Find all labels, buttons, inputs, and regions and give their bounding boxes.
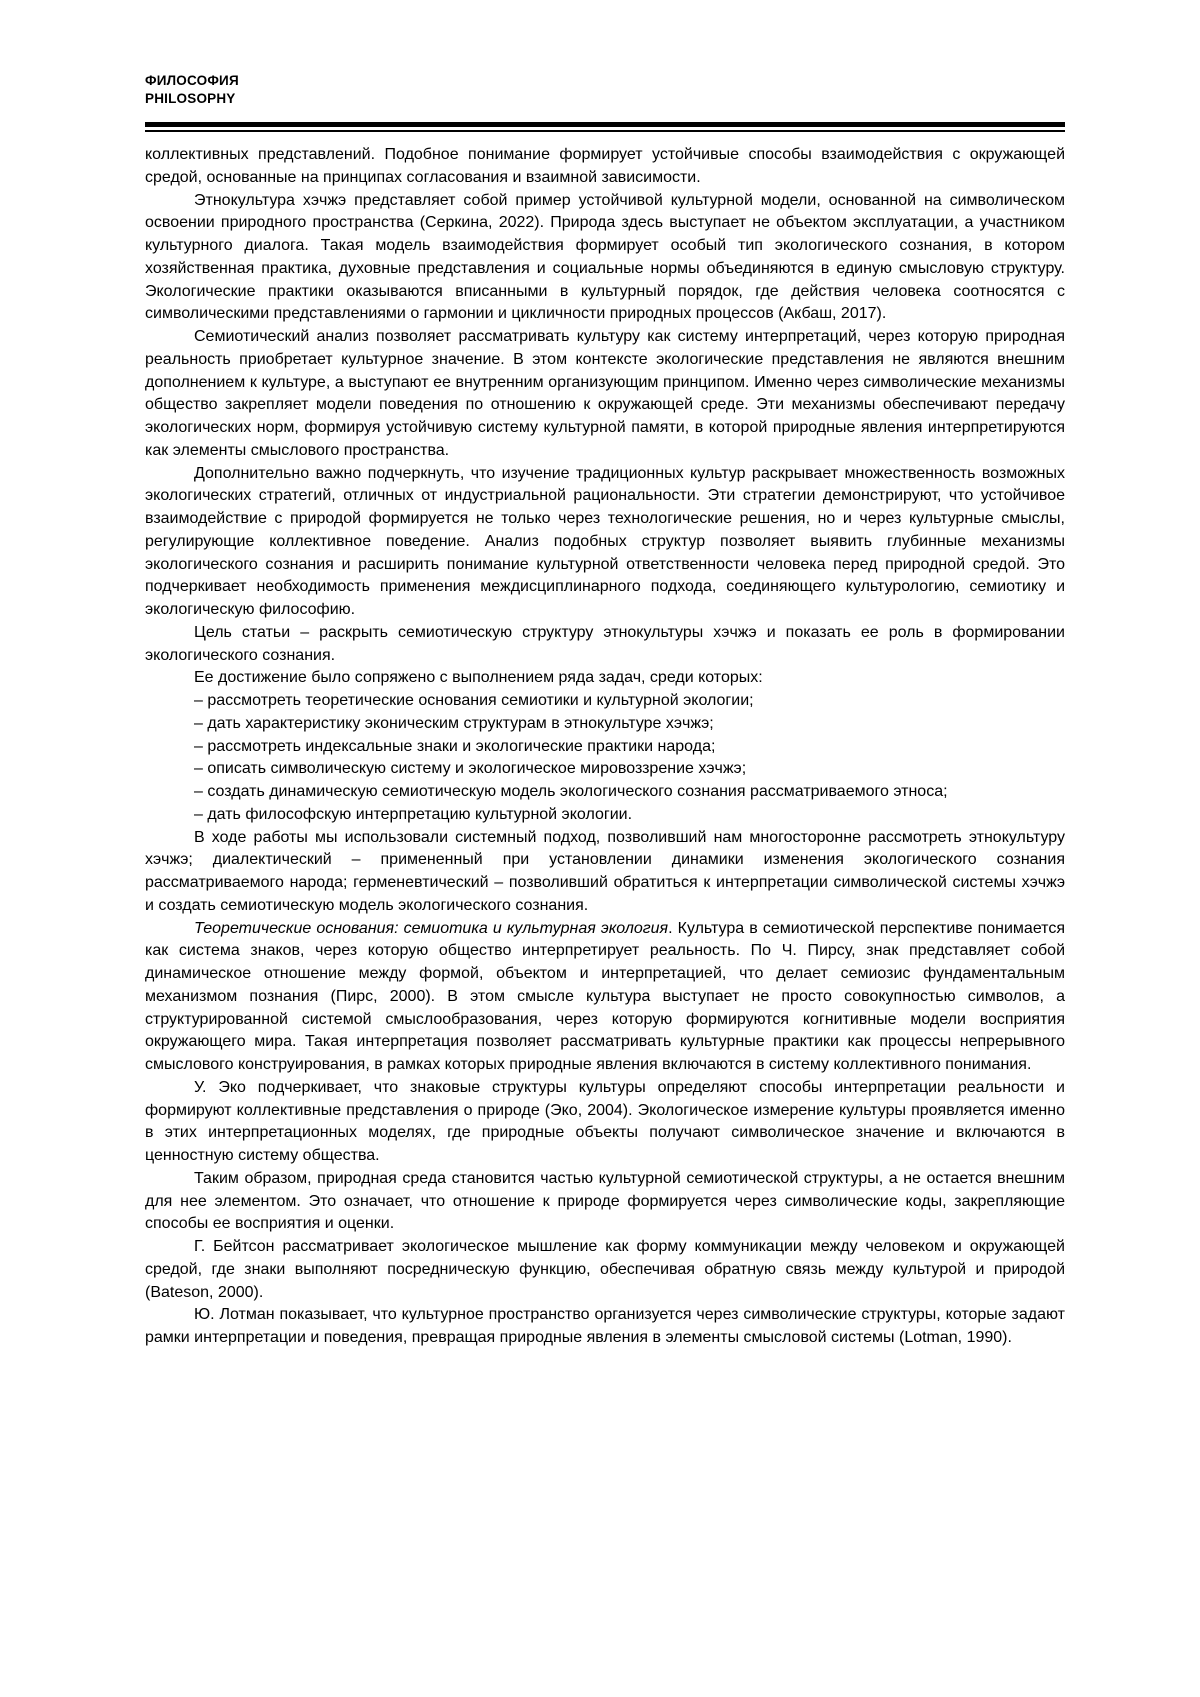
paragraph-tasks-intro: Ее достижение было сопряжено с выполнением ряда задач, среди которых: (194, 669, 763, 687)
task-list-item: – описать символическую систему и экологическое мировоззрение хэчжэ; (194, 760, 747, 778)
paragraph: Дополнительно важно подчеркнуть, что изучение традиционных культур раскрывает множественность возможных экологических стратегий, отличных от индустриальной рациональности. Эти стратегии демонстрируют, что устойчивое взаимодействие с природой формируется не только через технологические решения, но и через культурные смыслы, регулирующие коллективное поведение. Анализ подобных структур позволяет выявить глубинные механизмы экологического сознания и расширить понимание культурной ответственности человека перед природной средой. Это подчеркивает необходимость применения междисциплинарного подхода, соединяющего культурологию, семиотику и экологическую философию. (145, 464, 1065, 618)
task-list-item: – дать характеристику эконическим структурам в этнокультуре хэчжэ; (194, 714, 714, 732)
paragraph: Г. Бейтсон рассматривает экологическое мышление как форму коммуникации между человеком и окружающей средой, где знаки выполняют посредническую функцию, обеспечивая обратную связь между культурой и природой (Bateson, 2000). (145, 1238, 1065, 1301)
paragraph-goal: Цель статьи – раскрыть семиотическую структуру этнокультуры хэчжэ и показать ее роль в формировании экологического сознания. (145, 623, 1065, 664)
theory-heading: Теоретические основания: семиотика и культурная экология (194, 919, 669, 937)
task-list-item: – создать динамическую семиотическую модель экологического сознания рассматриваемого этноса; (194, 783, 948, 800)
paragraph: Этнокультура хэчжэ представляет собой пример устойчивой культурной модели, основанной на символическом освоении природного пространства (Серкина, 2022). Природа здесь выступает не объектом эксплуатации, а участником культурного диалога. Такая модель взаимодействия формирует особый тип экологического сознания, в котором хозяйственная практика, духовные представления и социальные нормы объединяются в единую смысловую структуру. Экологические практики оказываются вписанными в культурный порядок, где действия человека соотносятся с символическими представлениями о гармонии и цикличности природных процессов (Акбаш, 2017). (145, 191, 1065, 323)
paragraph-methods: В ходе работы мы использовали системный подход, позволивший нам многосторонне рассмотреть этнокультуру хэчжэ; диалектический – примененный при установлении динамики изменения экологического сознания рассматриваемого народа; герменевтический – позволивший обратиться к интерпретации символической системы хэчжэ и создать семиотическую модель экологического сознания. (145, 828, 1065, 914)
paragraph: Таким образом, природная среда становится частью культурной семиотической структуры, а не остается внешним для нее элементом. Это означает, что отношение к природе формируется через символические коды, закрепляющие способы ее восприятия и оценки. (145, 1169, 1065, 1233)
paragraph: Семиотический анализ позволяет рассматривать культуру как систему интерпретаций, через которую природная реальность приобретает культурное значение. В этом контексте экологические представления не являются внешним дополнением к культуре, а выступают ее внутренним организующим принципом. Именно через символические механизмы общество закрепляет модели поведения по отношению к окружающей среде. Эти механизмы обеспечивают передачу экологических норм, формируя устойчивую систему культурной памяти, в которой природные явления интерпретируются как элементы смыслового пространства. (145, 328, 1065, 459)
section-title-en: PHILOSOPHY (145, 91, 236, 106)
paragraph-theory (145, 918, 1065, 1077)
paragraph: коллективных представлений. Подобное понимание формирует устойчивые способы взаимодействия с окружающей средой, основанные на принципах согласования и взаимной зависимости. (145, 146, 1065, 186)
header-rule-thin (145, 130, 1065, 132)
task-list-item: – дать философскую интерпретацию культурной экологии. (194, 805, 633, 823)
paragraph: У. Эко подчеркивает, что знаковые структуры культуры определяют способы интерпретации реальности и формируют коллективные представления о природе (Эко, 2004). Экологическое измерение культуры проявляется именно в этих интерпретационных моделях, где природные объекты получают символическое значение и включаются в ценностную систему общества. (145, 1078, 1065, 1164)
task-list-item: – рассмотреть теоретические основания семиотики и культурной экологии; (194, 692, 754, 709)
task-list-item: – рассмотреть индексальные знаки и экологические практики народа; (194, 737, 716, 755)
running-header (145, 72, 239, 108)
paragraph: Ю. Лотман показывает, что культурное пространство организуется через символические структуры, которые задают рамки интерпретации и поведения, превращая природные явления в элементы смысловой системы (Lotman, 1990). (145, 1306, 1065, 1346)
section-title-ru: ФИЛОСОФИЯ (145, 73, 239, 88)
article-body (145, 144, 1065, 1350)
theory-text: . Культура в семиотической перспективе понимается как система знаков, через которую общество интерпретирует реальность. По Ч. Пирсу, знак представляет собой динамическое отношение между формой, объектом и интерпретацией, что делает семиозис фундаментальным механизмом познания (Пирс, 2000). В этом смысле культура выступает не просто совокупностью символов, а структурированной системой смыслообразования, через которую формируются когнитивные модели восприятия окружающего мира. Такая интерпретация позволяет рассматривать культурные практики как процессы непрерывного смыслового конструирования, в рамках которых природные явления включаются в систему коллективного понимания. (145, 919, 1065, 1073)
header-rule-thick (145, 122, 1065, 127)
